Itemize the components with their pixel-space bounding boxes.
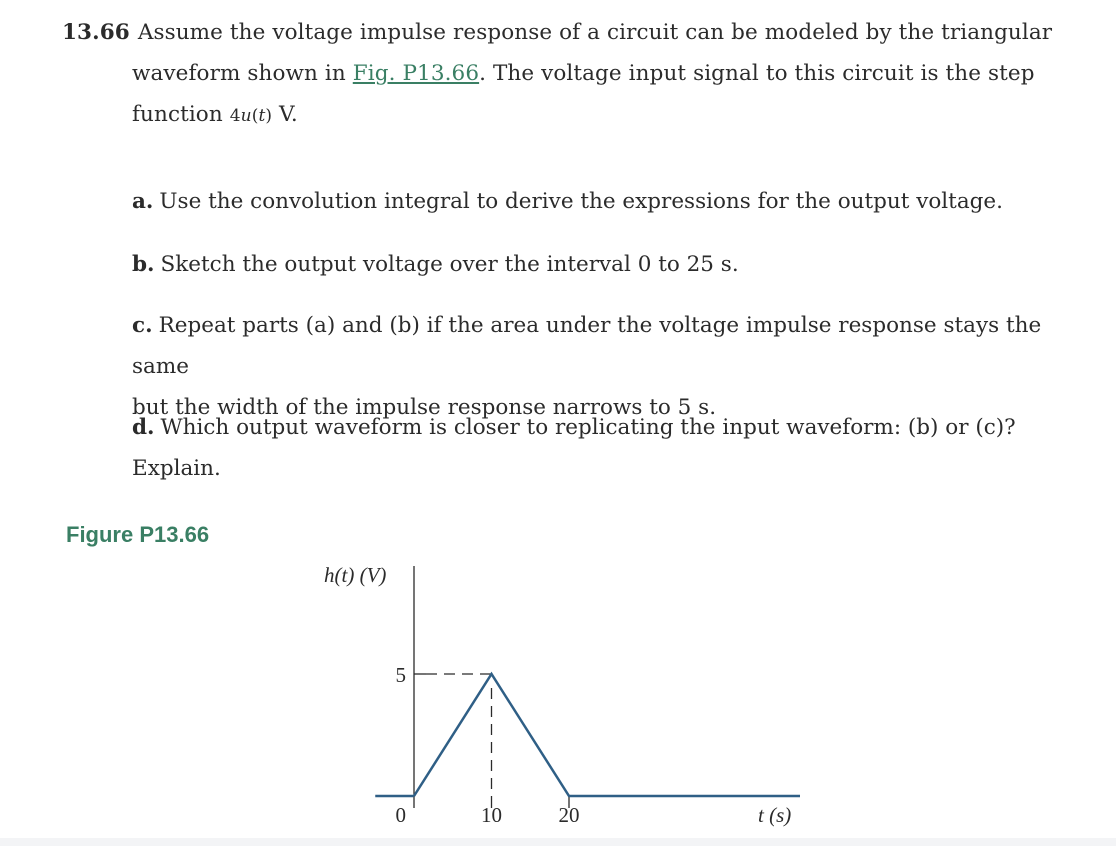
- xtick-label-0: 0: [395, 803, 406, 827]
- problem-line-2-rest: . The voltage input signal to this circuit is the step: [479, 61, 1035, 86]
- problem-number: 13.66: [62, 20, 130, 45]
- problem-line-2-text: waveform shown in: [132, 61, 353, 86]
- part-a-text: Use the convolution integral to derive the expressions for the output voltage.: [159, 189, 1003, 214]
- y-axis-label: h(t) (V): [324, 563, 387, 587]
- part-c-text-2: but the width of the impulse response narrows to 5 s.: [132, 395, 717, 420]
- part-c-text: Repeat parts (a) and (b) if the area under the voltage impulse response stays the same: [132, 313, 1042, 379]
- part-d-label: d.: [132, 415, 155, 440]
- step-unit: V.: [272, 102, 298, 127]
- impulse-response-curve: [414, 674, 647, 796]
- xtick-label-20: 20: [558, 803, 580, 827]
- xtick-label-10: 10: [481, 803, 502, 827]
- x-axis-label: t (s): [758, 803, 792, 827]
- step-func: u: [240, 106, 252, 126]
- part-c-label: c.: [132, 313, 153, 338]
- figure-caption: Figure P13.66: [66, 522, 210, 547]
- part-b-label: b.: [132, 252, 155, 277]
- step-paren-open: (: [251, 106, 259, 126]
- step-arg: t: [258, 106, 266, 126]
- step-coeff: 4: [229, 106, 241, 126]
- part-b-text: Sketch the output voltage over the interval 0 to 25 s.: [160, 252, 739, 277]
- bottom-bar: [0, 838, 1116, 846]
- problem-intro: Assume the voltage impulse response of a circuit can be modeled by the triangular: [137, 20, 1053, 45]
- step-paren-close: ): [265, 106, 273, 126]
- part-d-text: Which output waveform is closer to replicating the input waveform: (b) or (c)? Explain.: [132, 415, 1016, 481]
- ytick-label-5: 5: [395, 663, 406, 687]
- figure-link[interactable]: Fig. P13.66: [352, 61, 480, 86]
- part-a-label: a.: [132, 189, 154, 214]
- problem-line-3-text: function: [132, 102, 230, 127]
